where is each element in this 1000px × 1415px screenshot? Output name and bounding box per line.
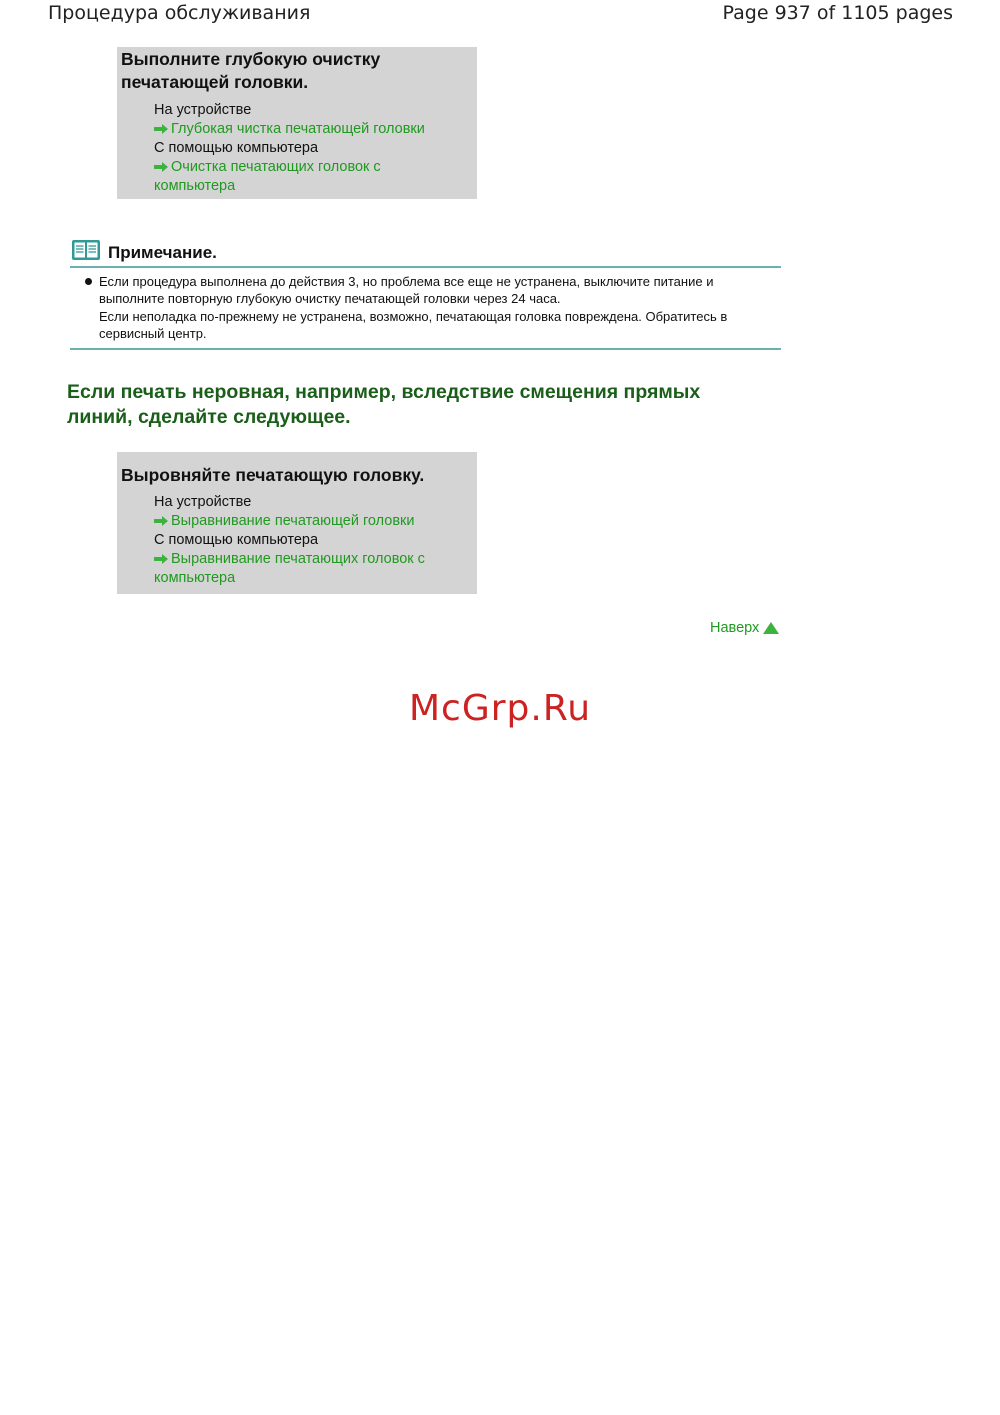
watermark-logo: McGrp.Ru	[408, 688, 592, 729]
back-to-top-label[interactable]: Наверх	[710, 620, 760, 636]
arrow-right-icon	[154, 516, 169, 526]
deep-clean-device-link[interactable]: Глубокая чистка печатающей головки	[171, 121, 425, 137]
on-device-label: На устройстве	[154, 102, 252, 118]
note-item	[70, 273, 781, 342]
page-number-info: Page 937 of 1105 pages	[722, 2, 953, 24]
arrow-right-icon	[154, 554, 169, 564]
deep-clean-computer-link-row[interactable]	[154, 158, 454, 196]
arrow-right-icon	[154, 124, 169, 134]
computer-label: С помощью компьютера	[154, 532, 319, 548]
note-header	[70, 238, 781, 266]
computer-label: С помощью компьютера	[154, 140, 319, 156]
note-line-2: Если неполадка по-прежнему не устранена, возможно, печатающая головка повреждена. Обратитесь в сервисный центр.	[99, 308, 728, 341]
align-device-link-row[interactable]	[154, 512, 477, 531]
deep-clean-step-items	[154, 101, 477, 196]
align-device-link[interactable]: Выравнивание печатающей головки	[171, 513, 415, 529]
open-book-icon	[71, 239, 101, 265]
align-computer-link-row[interactable]	[154, 550, 454, 588]
align-step-title: Выровняйте печатающую головку.	[121, 465, 425, 485]
note-title: Примечание.	[108, 243, 217, 262]
align-step-box	[117, 452, 477, 594]
deep-clean-step-title: Выполните глубокую очистку печатающей головки.	[121, 49, 381, 92]
section-heading: Если печать неровная, например, вследствие смещения прямых линий, сделайте следующее.	[67, 381, 701, 428]
align-step-items	[154, 493, 477, 588]
on-device-label: На устройстве	[154, 494, 252, 510]
deep-clean-device-link-row[interactable]	[154, 120, 477, 139]
bullet-icon	[85, 278, 92, 285]
back-to-top-link[interactable]	[710, 620, 779, 638]
note-line-1: Если процедура выполнена до действия 3, но проблема все еще не устранена, выключите питание и выполните повторную глубокую очистку печатающей головки через 24 часа.	[99, 274, 714, 307]
note-bottom-divider	[70, 348, 781, 350]
deep-clean-computer-link[interactable]: Очистка печатающих головок с компьютера	[154, 159, 381, 194]
triangle-up-icon[interactable]	[763, 622, 779, 638]
arrow-right-icon	[154, 162, 169, 172]
note-body	[70, 268, 781, 348]
align-computer-link[interactable]: Выравнивание печатающих головок с компьютера	[154, 551, 425, 586]
note-block	[70, 238, 781, 350]
deep-clean-step-box	[117, 47, 477, 199]
page-section-title: Процедура обслуживания	[48, 2, 311, 24]
